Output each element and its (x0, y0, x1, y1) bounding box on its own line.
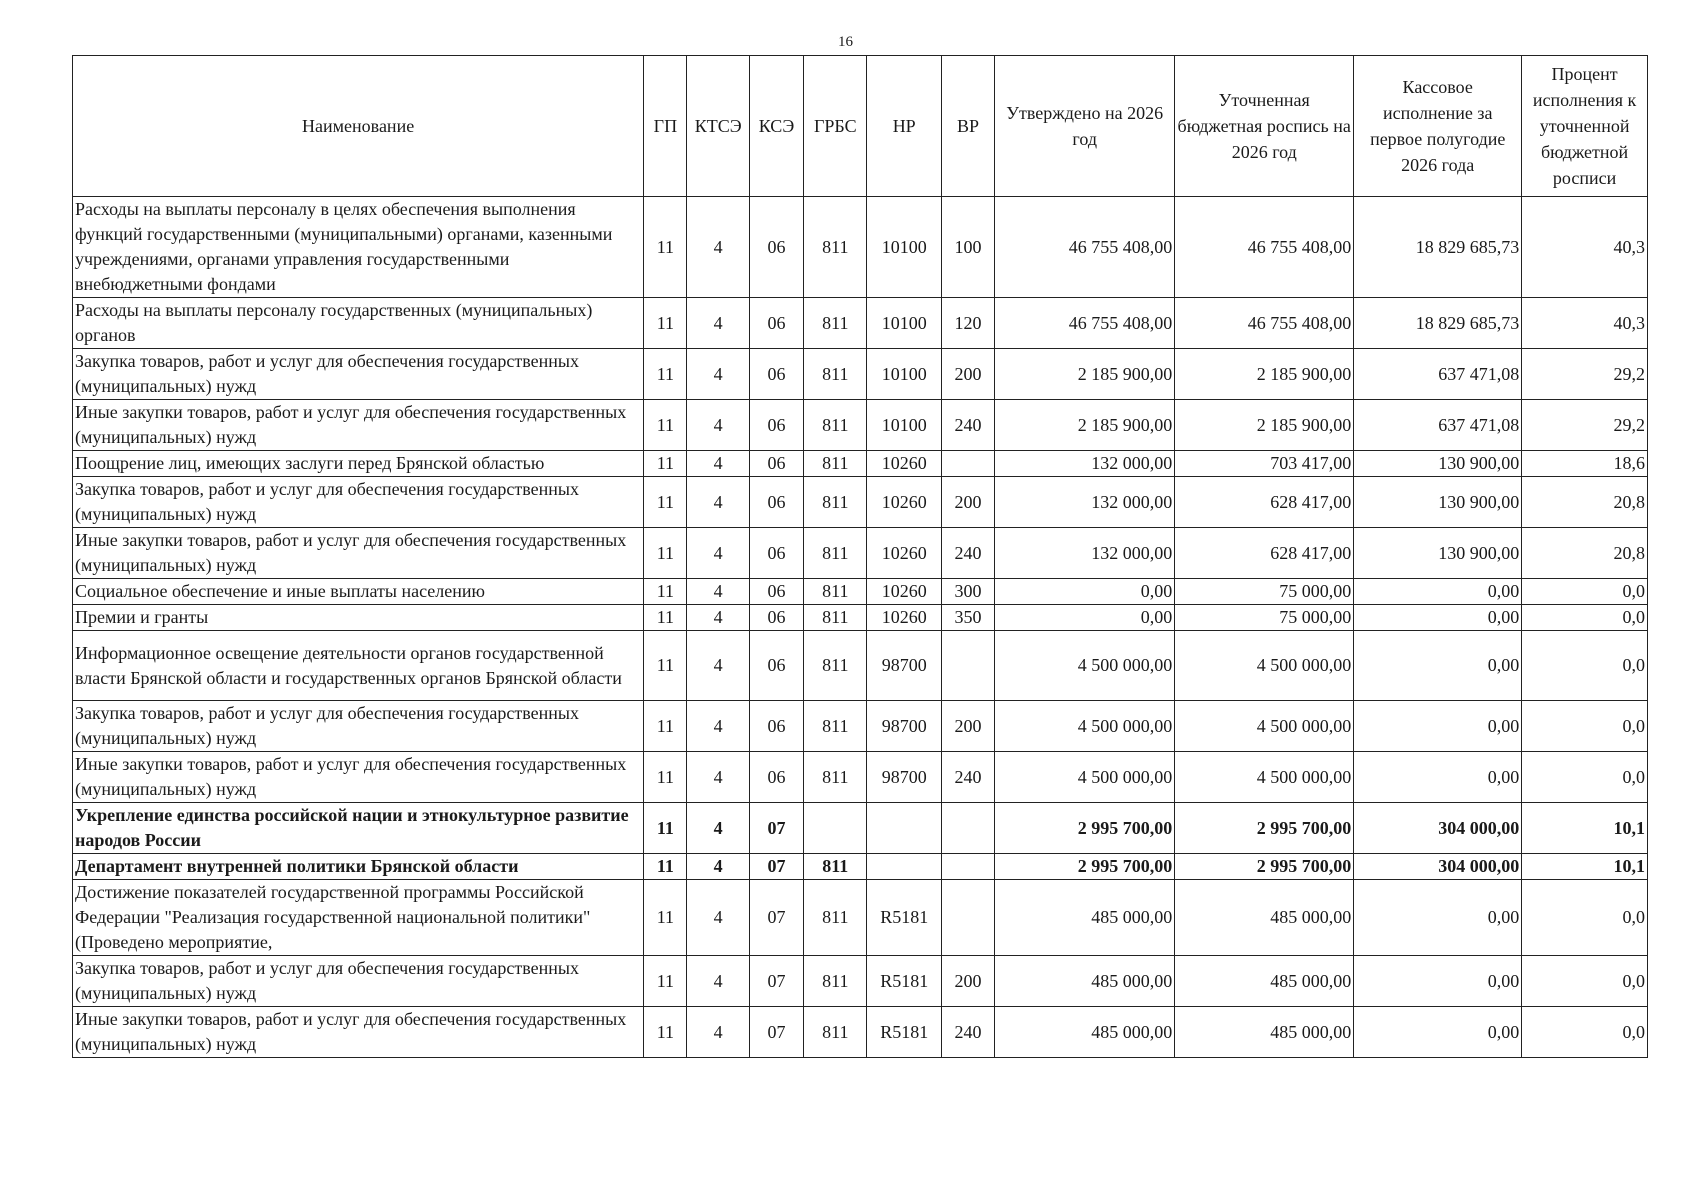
table-row (73, 701, 1648, 752)
cell-nr (867, 803, 941, 854)
cell-approved: 2 185 900,00 (995, 349, 1175, 400)
cell-nr: 10100 (867, 400, 941, 451)
cell-approved: 132 000,00 (995, 477, 1175, 528)
cell-name: Укрепление единства российской нации и этнокультурное развитие народов России (73, 803, 644, 854)
table-header (73, 56, 1648, 197)
cell-cash: 0,00 (1354, 1007, 1522, 1058)
cell-nr: 10100 (867, 197, 941, 298)
cell-ktse: 4 (687, 956, 749, 1007)
cell-refined: 2 995 700,00 (1175, 854, 1354, 880)
cell-vr: 200 (941, 701, 994, 752)
cell-ktse: 4 (687, 631, 749, 701)
cell-ktse: 4 (687, 880, 749, 956)
cell-vr (941, 880, 994, 956)
cell-approved: 2 995 700,00 (995, 854, 1175, 880)
cell-cash: 304 000,00 (1354, 854, 1522, 880)
cell-percent: 0,0 (1522, 956, 1648, 1007)
cell-vr (941, 451, 994, 477)
cell-ktse: 4 (687, 197, 749, 298)
cell-cash: 0,00 (1354, 880, 1522, 956)
cell-name: Информационное освещение деятельности органов государственной власти Брянской области и государственных органов Брянской области (73, 631, 644, 701)
cell-nr: 10260 (867, 579, 941, 605)
cell-percent: 0,0 (1522, 579, 1648, 605)
cell-grbs: 811 (804, 197, 867, 298)
cell-name: Иные закупки товаров, работ и услуг для обеспечения государственных (муниципальных) нужд (73, 400, 644, 451)
cell-gp: 11 (644, 880, 687, 956)
cell-gp: 11 (644, 854, 687, 880)
cell-refined: 485 000,00 (1175, 956, 1354, 1007)
cell-refined: 2 185 900,00 (1175, 349, 1354, 400)
cell-vr: 240 (941, 400, 994, 451)
cell-nr: R5181 (867, 956, 941, 1007)
cell-approved: 485 000,00 (995, 956, 1175, 1007)
cell-kse: 07 (749, 803, 803, 854)
cell-ktse: 4 (687, 701, 749, 752)
header-name: Наименование (73, 56, 644, 197)
cell-percent: 0,0 (1522, 880, 1648, 956)
cell-grbs: 811 (804, 752, 867, 803)
cell-percent: 10,1 (1522, 854, 1648, 880)
cell-percent: 0,0 (1522, 1007, 1648, 1058)
cell-vr: 300 (941, 579, 994, 605)
cell-refined: 485 000,00 (1175, 1007, 1354, 1058)
cell-kse: 06 (749, 298, 803, 349)
cell-gp: 11 (644, 579, 687, 605)
cell-vr: 350 (941, 605, 994, 631)
cell-gp: 11 (644, 1007, 687, 1058)
header-nr: НР (867, 56, 941, 197)
cell-name: Расходы на выплаты персоналу в целях обеспечения выполнения функций государственными (муниципальными) органами, казенными учреждениями, органами управления государственными внебюджетными фондами (73, 197, 644, 298)
cell-cash: 0,00 (1354, 752, 1522, 803)
table-row (73, 579, 1648, 605)
cell-name: Закупка товаров, работ и услуг для обеспечения государственных (муниципальных) нужд (73, 477, 644, 528)
cell-cash: 304 000,00 (1354, 803, 1522, 854)
cell-kse: 07 (749, 1007, 803, 1058)
cell-ktse: 4 (687, 1007, 749, 1058)
cell-name: Иные закупки товаров, работ и услуг для обеспечения государственных (муниципальных) нужд (73, 1007, 644, 1058)
cell-name: Достижение показателей государственной программы Российской Федерации "Реализация государственной национальной политики" (Проведено мероприятие, (73, 880, 644, 956)
cell-percent: 0,0 (1522, 752, 1648, 803)
table-row (73, 528, 1648, 579)
cell-cash: 0,00 (1354, 631, 1522, 701)
cell-name: Закупка товаров, работ и услуг для обеспечения государственных (муниципальных) нужд (73, 956, 644, 1007)
cell-refined: 2 185 900,00 (1175, 400, 1354, 451)
cell-gp: 11 (644, 701, 687, 752)
cell-nr: 10260 (867, 528, 941, 579)
cell-nr: R5181 (867, 880, 941, 956)
cell-percent: 18,6 (1522, 451, 1648, 477)
cell-name: Иные закупки товаров, работ и услуг для обеспечения государственных (муниципальных) нужд (73, 752, 644, 803)
cell-cash: 130 900,00 (1354, 528, 1522, 579)
cell-gp: 11 (644, 956, 687, 1007)
cell-approved: 4 500 000,00 (995, 631, 1175, 701)
cell-vr: 120 (941, 298, 994, 349)
cell-gp: 11 (644, 298, 687, 349)
table-row (73, 1007, 1648, 1058)
cell-refined: 75 000,00 (1175, 579, 1354, 605)
cell-ktse: 4 (687, 298, 749, 349)
table-row (73, 631, 1648, 701)
cell-cash: 637 471,08 (1354, 400, 1522, 451)
table-row (73, 451, 1648, 477)
cell-percent: 0,0 (1522, 701, 1648, 752)
cell-ktse: 4 (687, 477, 749, 528)
header-grbs: ГРБС (804, 56, 867, 197)
cell-kse: 06 (749, 197, 803, 298)
cell-nr: 10260 (867, 605, 941, 631)
cell-vr: 240 (941, 1007, 994, 1058)
cell-vr: 200 (941, 477, 994, 528)
cell-approved: 4 500 000,00 (995, 701, 1175, 752)
cell-name: Расходы на выплаты персоналу государственных (муниципальных) органов (73, 298, 644, 349)
table-row (73, 803, 1648, 854)
cell-refined: 2 995 700,00 (1175, 803, 1354, 854)
table-row (73, 400, 1648, 451)
cell-refined: 628 417,00 (1175, 477, 1354, 528)
cell-name: Социальное обеспечение и иные выплаты населению (73, 579, 644, 605)
cell-gp: 11 (644, 197, 687, 298)
table-row (73, 349, 1648, 400)
cell-vr: 200 (941, 349, 994, 400)
cell-kse: 07 (749, 854, 803, 880)
header-refined: Уточненная бюджетная роспись на 2026 год (1175, 56, 1354, 197)
header-cash: Кассовое исполнение за первое полугодие 2026 года (1354, 56, 1522, 197)
cell-vr: 240 (941, 528, 994, 579)
cell-approved: 4 500 000,00 (995, 752, 1175, 803)
cell-grbs: 811 (804, 956, 867, 1007)
cell-nr: 10100 (867, 349, 941, 400)
cell-name: Закупка товаров, работ и услуг для обеспечения государственных (муниципальных) нужд (73, 701, 644, 752)
cell-name: Поощрение лиц, имеющих заслуги перед Брянской областью (73, 451, 644, 477)
cell-percent: 40,3 (1522, 298, 1648, 349)
cell-gp: 11 (644, 477, 687, 528)
cell-grbs: 811 (804, 631, 867, 701)
cell-approved: 0,00 (995, 579, 1175, 605)
cell-nr: 98700 (867, 701, 941, 752)
cell-vr: 240 (941, 752, 994, 803)
cell-refined: 46 755 408,00 (1175, 298, 1354, 349)
header-gp: ГП (644, 56, 687, 197)
cell-refined: 628 417,00 (1175, 528, 1354, 579)
cell-ktse: 4 (687, 349, 749, 400)
cell-ktse: 4 (687, 400, 749, 451)
cell-ktse: 4 (687, 451, 749, 477)
cell-grbs: 811 (804, 451, 867, 477)
cell-kse: 06 (749, 528, 803, 579)
table-row (73, 605, 1648, 631)
cell-approved: 485 000,00 (995, 1007, 1175, 1058)
cell-grbs (804, 803, 867, 854)
cell-refined: 4 500 000,00 (1175, 701, 1354, 752)
cell-ktse: 4 (687, 803, 749, 854)
cell-grbs: 811 (804, 528, 867, 579)
table-row (73, 880, 1648, 956)
cell-grbs: 811 (804, 605, 867, 631)
cell-kse: 07 (749, 880, 803, 956)
cell-percent: 29,2 (1522, 400, 1648, 451)
cell-refined: 4 500 000,00 (1175, 752, 1354, 803)
cell-percent: 40,3 (1522, 197, 1648, 298)
cell-cash: 0,00 (1354, 605, 1522, 631)
cell-approved: 0,00 (995, 605, 1175, 631)
cell-approved: 46 755 408,00 (995, 197, 1175, 298)
cell-vr (941, 854, 994, 880)
cell-ktse: 4 (687, 854, 749, 880)
table-row (73, 854, 1648, 880)
cell-percent: 29,2 (1522, 349, 1648, 400)
cell-gp: 11 (644, 803, 687, 854)
cell-kse: 07 (749, 956, 803, 1007)
cell-nr: 10260 (867, 477, 941, 528)
cell-ktse: 4 (687, 752, 749, 803)
cell-cash: 0,00 (1354, 701, 1522, 752)
cell-percent: 0,0 (1522, 631, 1648, 701)
cell-cash: 0,00 (1354, 579, 1522, 605)
cell-percent: 20,8 (1522, 528, 1648, 579)
cell-grbs: 811 (804, 1007, 867, 1058)
cell-kse: 06 (749, 477, 803, 528)
cell-nr: 10260 (867, 451, 941, 477)
cell-name: Департамент внутренней политики Брянской области (73, 854, 644, 880)
cell-grbs: 811 (804, 579, 867, 605)
page-number: 16 (838, 34, 853, 50)
table-row (73, 197, 1648, 298)
cell-kse: 06 (749, 701, 803, 752)
table-body (73, 197, 1648, 1058)
cell-name: Иные закупки товаров, работ и услуг для обеспечения государственных (муниципальных) нужд (73, 528, 644, 579)
cell-vr (941, 631, 994, 701)
cell-vr: 100 (941, 197, 994, 298)
cell-refined: 703 417,00 (1175, 451, 1354, 477)
cell-name: Премии и гранты (73, 605, 644, 631)
cell-gp: 11 (644, 349, 687, 400)
cell-kse: 06 (749, 451, 803, 477)
cell-refined: 4 500 000,00 (1175, 631, 1354, 701)
cell-grbs: 811 (804, 400, 867, 451)
header-vr: ВР (941, 56, 994, 197)
cell-kse: 06 (749, 631, 803, 701)
cell-ktse: 4 (687, 528, 749, 579)
table-row (73, 298, 1648, 349)
cell-percent: 10,1 (1522, 803, 1648, 854)
cell-percent: 20,8 (1522, 477, 1648, 528)
cell-kse: 06 (749, 400, 803, 451)
cell-grbs: 811 (804, 880, 867, 956)
cell-kse: 06 (749, 605, 803, 631)
cell-approved: 132 000,00 (995, 451, 1175, 477)
cell-approved: 485 000,00 (995, 880, 1175, 956)
cell-grbs: 811 (804, 477, 867, 528)
cell-gp: 11 (644, 528, 687, 579)
cell-cash: 130 900,00 (1354, 451, 1522, 477)
cell-grbs: 811 (804, 298, 867, 349)
cell-nr: 98700 (867, 631, 941, 701)
cell-cash: 637 471,08 (1354, 349, 1522, 400)
cell-nr (867, 854, 941, 880)
cell-vr (941, 803, 994, 854)
header-row (73, 56, 1648, 197)
cell-cash: 18 829 685,73 (1354, 298, 1522, 349)
cell-gp: 11 (644, 400, 687, 451)
cell-cash: 130 900,00 (1354, 477, 1522, 528)
cell-approved: 132 000,00 (995, 528, 1175, 579)
header-percent: Процент исполнения к уточненной бюджетной росписи (1522, 56, 1648, 197)
cell-approved: 2 995 700,00 (995, 803, 1175, 854)
header-approved: Утверждено на 2026 год (995, 56, 1175, 197)
cell-gp: 11 (644, 631, 687, 701)
cell-approved: 46 755 408,00 (995, 298, 1175, 349)
cell-refined: 46 755 408,00 (1175, 197, 1354, 298)
cell-kse: 06 (749, 752, 803, 803)
cell-vr: 200 (941, 956, 994, 1007)
header-ktse: КТСЭ (687, 56, 749, 197)
cell-cash: 0,00 (1354, 956, 1522, 1007)
cell-grbs: 811 (804, 854, 867, 880)
cell-gp: 11 (644, 451, 687, 477)
cell-percent: 0,0 (1522, 605, 1648, 631)
cell-ktse: 4 (687, 579, 749, 605)
cell-grbs: 811 (804, 349, 867, 400)
table-row (73, 477, 1648, 528)
cell-gp: 11 (644, 605, 687, 631)
cell-ktse: 4 (687, 605, 749, 631)
cell-nr: 98700 (867, 752, 941, 803)
cell-refined: 485 000,00 (1175, 880, 1354, 956)
header-kse: КСЭ (749, 56, 803, 197)
cell-kse: 06 (749, 349, 803, 400)
cell-name: Закупка товаров, работ и услуг для обеспечения государственных (муниципальных) нужд (73, 349, 644, 400)
cell-nr: 10100 (867, 298, 941, 349)
cell-refined: 75 000,00 (1175, 605, 1354, 631)
cell-cash: 18 829 685,73 (1354, 197, 1522, 298)
table-row (73, 752, 1648, 803)
cell-nr: R5181 (867, 1007, 941, 1058)
budget-table (72, 55, 1648, 1058)
cell-gp: 11 (644, 752, 687, 803)
cell-approved: 2 185 900,00 (995, 400, 1175, 451)
cell-grbs: 811 (804, 701, 867, 752)
cell-kse: 06 (749, 579, 803, 605)
table-row (73, 956, 1648, 1007)
